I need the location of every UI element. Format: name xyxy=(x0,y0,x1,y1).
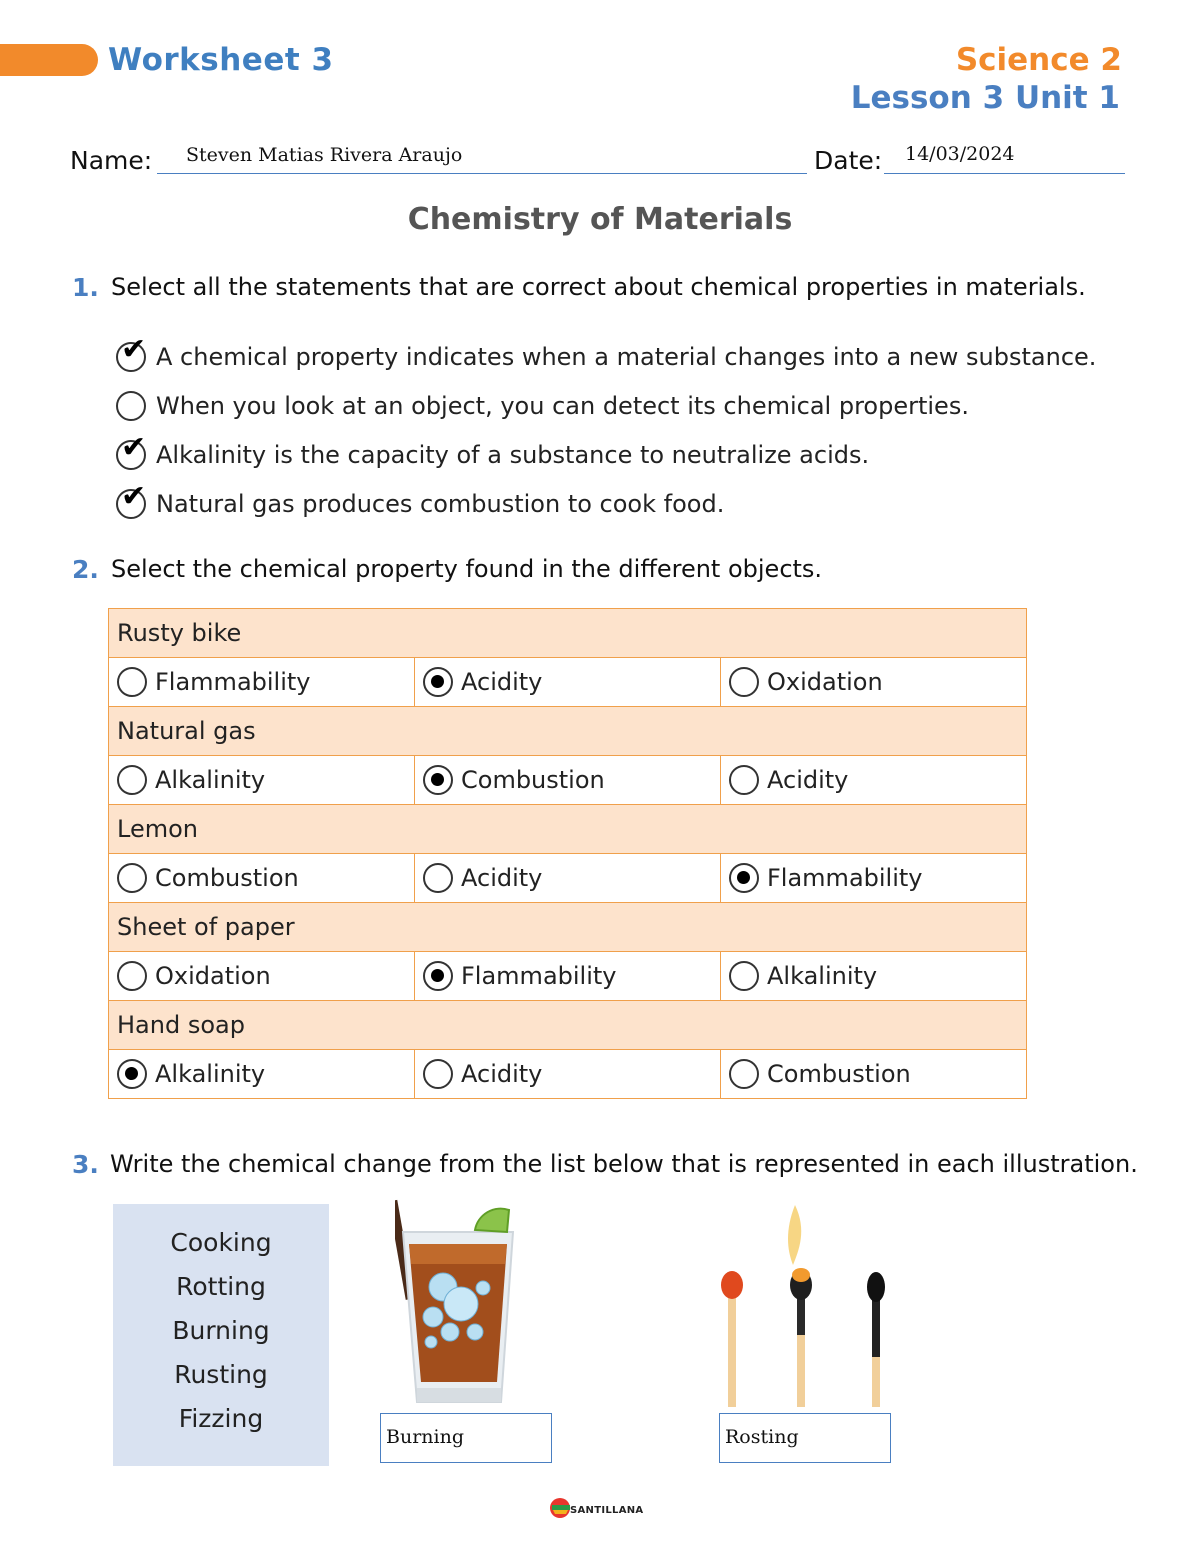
option-cell[interactable] xyxy=(721,854,1027,903)
fizzing-drink-illustration xyxy=(395,1192,520,1407)
word-list-item: Cooking xyxy=(170,1228,272,1257)
radio-unselected[interactable] xyxy=(117,765,147,795)
option-cell[interactable] xyxy=(109,854,415,903)
q1-statement-1[interactable] xyxy=(116,332,1097,375)
option-cell[interactable] xyxy=(721,952,1027,1001)
option-cell[interactable] xyxy=(721,658,1027,707)
answer-box-drink[interactable]: Burning xyxy=(380,1413,552,1463)
option-label: Alkalinity xyxy=(155,766,266,794)
word-list-item: Burning xyxy=(172,1316,270,1345)
date-label: Date: xyxy=(814,146,883,175)
publisher-name: SANTILLANA xyxy=(570,1505,644,1516)
santillana-logo-icon xyxy=(548,1496,572,1520)
statement-text: When you look at an object, you can detect its chemical properties. xyxy=(156,392,969,420)
word-list-item: Rusting xyxy=(174,1360,268,1389)
checkmark-icon: ✔ xyxy=(121,430,147,465)
statement-text: Natural gas produces combustion to cook food. xyxy=(156,490,725,518)
object-row-rusty-bike: Rusty bike xyxy=(109,609,1027,658)
radio-unselected[interactable] xyxy=(117,667,147,697)
option-cell[interactable] xyxy=(415,854,721,903)
subject-title: Science 2 xyxy=(955,42,1122,78)
checkmark-icon: ✔ xyxy=(121,332,147,367)
burning-matches-illustration xyxy=(715,1205,895,1410)
q1-statement-2[interactable] xyxy=(116,388,969,424)
radio-unselected[interactable] xyxy=(729,1059,759,1089)
question-2-number: 2. xyxy=(72,555,99,584)
header-tab-marker xyxy=(0,44,98,76)
option-cell[interactable] xyxy=(415,756,721,805)
option-label: Alkalinity xyxy=(767,962,878,990)
radio-selected[interactable] xyxy=(729,863,759,893)
option-cell[interactable] xyxy=(109,756,415,805)
radio-unselected[interactable] xyxy=(117,863,147,893)
option-label: Combustion xyxy=(767,1060,911,1088)
question-3-text: Write the chemical change from the list below that is represented in each illustration. xyxy=(110,1150,1138,1178)
radio-selected[interactable] xyxy=(117,1059,147,1089)
object-row-lemon: Lemon xyxy=(109,805,1027,854)
radio-unselected[interactable] xyxy=(117,961,147,991)
word-list-item: Rotting xyxy=(176,1272,266,1301)
option-label: Acidity xyxy=(461,668,543,696)
q1-statement-3[interactable] xyxy=(116,430,870,473)
properties-table xyxy=(108,608,1027,1099)
question-1-number: 1. xyxy=(72,273,99,302)
option-cell[interactable] xyxy=(109,952,415,1001)
q1-statement-4[interactable] xyxy=(116,479,725,522)
object-row-natural-gas: Natural gas xyxy=(109,707,1027,756)
radio-unselected[interactable] xyxy=(729,765,759,795)
object-row-sheet-of-paper: Sheet of paper xyxy=(109,903,1027,952)
option-cell[interactable] xyxy=(721,756,1027,805)
lesson-title: Lesson 3 Unit 1 xyxy=(850,80,1120,116)
radio-selected[interactable] xyxy=(423,667,453,697)
option-label: Alkalinity xyxy=(155,1060,266,1088)
option-cell[interactable] xyxy=(721,1050,1027,1099)
worksheet-title: Worksheet 3 xyxy=(108,42,334,78)
option-cell[interactable] xyxy=(415,658,721,707)
option-cell[interactable] xyxy=(109,658,415,707)
option-label: Acidity xyxy=(461,864,543,892)
checkmark-icon: ✔ xyxy=(121,479,147,514)
date-field[interactable]: 14/03/2024 xyxy=(905,143,1015,165)
radio-unselected[interactable] xyxy=(423,863,453,893)
option-label: Acidity xyxy=(767,766,849,794)
option-cell[interactable] xyxy=(415,1050,721,1099)
radio-unselected[interactable] xyxy=(729,667,759,697)
date-line xyxy=(884,173,1125,174)
option-label: Combustion xyxy=(461,766,605,794)
question-3-number: 3. xyxy=(72,1150,99,1179)
option-label: Flammability xyxy=(461,962,617,990)
name-field[interactable]: Steven Matias Rivera Araujo xyxy=(186,144,463,166)
question-1-text: Select all the statements that are correct about chemical properties in materials. xyxy=(111,273,1086,301)
radio-unselected[interactable] xyxy=(729,961,759,991)
statement-text: Alkalinity is the capacity of a substance to neutralize acids. xyxy=(156,441,870,469)
option-label: Oxidation xyxy=(155,962,271,990)
option-label: Flammability xyxy=(155,668,311,696)
checkbox-checked[interactable] xyxy=(116,332,147,372)
checkbox-checked[interactable] xyxy=(116,479,147,519)
question-2-text: Select the chemical property found in the different objects. xyxy=(111,555,823,583)
page-title: Chemistry of Materials xyxy=(407,202,793,237)
name-label: Name: xyxy=(70,146,153,175)
word-list-box xyxy=(113,1204,329,1466)
radio-selected[interactable] xyxy=(423,765,453,795)
checkbox-checked[interactable] xyxy=(116,430,147,470)
option-label: Acidity xyxy=(461,1060,543,1088)
answer-box-matches[interactable]: Rosting xyxy=(719,1413,891,1463)
object-row-hand-soap: Hand soap xyxy=(109,1001,1027,1050)
option-cell[interactable] xyxy=(415,952,721,1001)
option-label: Combustion xyxy=(155,864,299,892)
statement-text: A chemical property indicates when a material changes into a new substance. xyxy=(156,343,1097,371)
radio-selected[interactable] xyxy=(423,961,453,991)
word-list-item: Fizzing xyxy=(178,1404,264,1433)
option-cell[interactable] xyxy=(109,1050,415,1099)
option-label: Oxidation xyxy=(767,668,883,696)
radio-unselected[interactable] xyxy=(423,1059,453,1089)
option-label: Flammability xyxy=(767,864,923,892)
name-line xyxy=(157,173,807,174)
checkbox-unchecked[interactable] xyxy=(116,391,146,421)
